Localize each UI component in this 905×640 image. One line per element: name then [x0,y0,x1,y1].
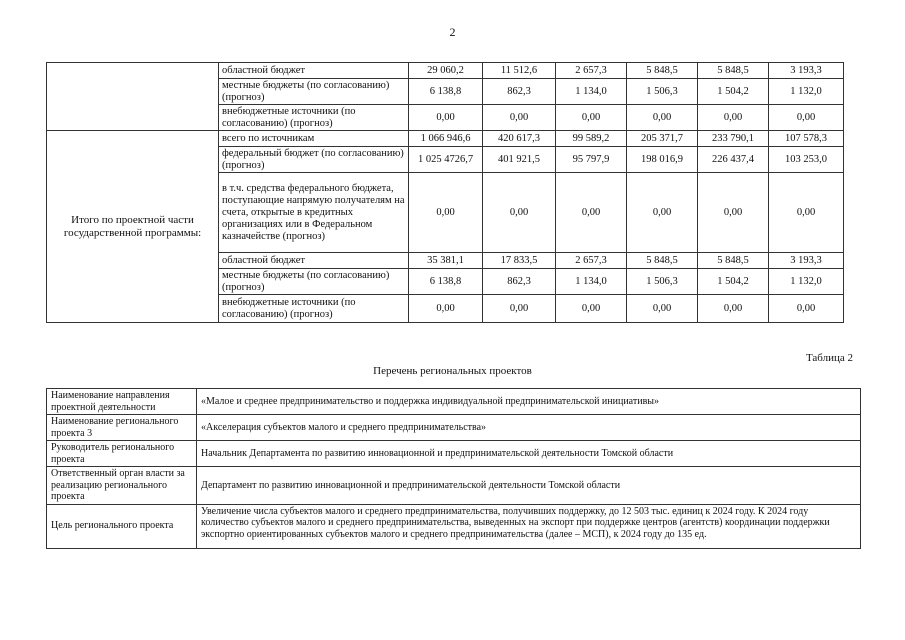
value-cell: 11 512,6 [483,63,556,79]
value-cell: 0,00 [409,105,483,131]
value-cell: 1 132,0 [769,79,844,105]
field-value: Увеличение числа субъектов малого и среднего предпринимательства, получивших поддержку, до 12 503 тыс. единиц к 2024 году. К 2024 году количество субъектов малого и среднего предпринимательства, выведенных на экспорт при поддержке центров (агентств) координации поддержки экспортно ориентированных субъектов малого и среднего предпринимательства (далее – МСП), к 2024 году до 135 ед. [197,504,861,548]
table-row [47,63,844,79]
table-row [47,389,861,415]
value-cell: 0,00 [409,173,483,253]
field-value: «Акселерация субъектов малого и среднего предпринимательства» [197,415,861,441]
field-value: Департамент по развитию инновационной и предпринимательской деятельности Томской области [197,467,861,505]
value-cell: 862,3 [483,79,556,105]
value-cell: 1 025 4726,7 [409,147,483,173]
row-label: внебюджетные источники (по согласованию) (прогноз) [219,105,409,131]
row-label: областной бюджет [219,63,409,79]
value-cell: 0,00 [409,295,483,323]
value-cell: 0,00 [627,173,698,253]
row-label: местные бюджеты (по согласованию) (прогноз) [219,269,409,295]
value-cell: 17 833,5 [483,253,556,269]
value-cell: 29 060,2 [409,63,483,79]
row-label: всего по источникам [219,131,409,147]
value-cell: 95 797,9 [556,147,627,173]
field-value: Начальник Департамента по развитию инновационной и предпринимательской деятельности Томской области [197,441,861,467]
empty-cell [47,63,219,131]
value-cell: 103 253,0 [769,147,844,173]
value-cell: 99 589,2 [556,131,627,147]
row-label: областной бюджет [219,253,409,269]
value-cell: 1 132,0 [769,269,844,295]
financing-table [46,62,844,323]
page-number: 2 [449,25,456,39]
value-cell: 6 138,8 [409,269,483,295]
value-cell: 1 134,0 [556,79,627,105]
value-cell: 0,00 [698,173,769,253]
value-cell: 401 921,5 [483,147,556,173]
value-cell: 1 506,3 [627,79,698,105]
value-cell: 0,00 [627,295,698,323]
table-row [47,467,861,505]
value-cell: 5 848,5 [698,253,769,269]
value-cell: 0,00 [556,173,627,253]
row-label: в т.ч. средства федерального бюджета, поступающие напрямую получателям на счета, открытые в кредитных организациях или в Федеральном казначействе (прогноз) [219,173,409,253]
value-cell: 3 193,3 [769,63,844,79]
field-label: Цель регионального проекта [47,504,197,548]
value-cell: 205 371,7 [627,131,698,147]
value-cell: 226 437,4 [698,147,769,173]
value-cell: 1 066 946,6 [409,131,483,147]
value-cell: 0,00 [698,295,769,323]
table-row [47,131,844,147]
value-cell: 1 134,0 [556,269,627,295]
value-cell: 0,00 [769,105,844,131]
value-cell: 5 848,5 [627,63,698,79]
value-cell: 0,00 [556,105,627,131]
value-cell: 35 381,1 [409,253,483,269]
value-cell: 1 504,2 [698,79,769,105]
row-label: местные бюджеты (по согласованию) (прогноз) [219,79,409,105]
table-title: Перечень региональных проектов [373,365,532,377]
value-cell: 107 578,3 [769,131,844,147]
value-cell: 0,00 [769,173,844,253]
value-cell: 420 617,3 [483,131,556,147]
value-cell: 1 504,2 [698,269,769,295]
value-cell: 233 790,1 [698,131,769,147]
table-row [47,441,861,467]
table-row [47,504,861,548]
table-caption: Таблица 2 [805,352,853,364]
field-label: Руководитель регионального проекта [47,441,197,467]
row-label: внебюджетные источники (по согласованию) (прогноз) [219,295,409,323]
group-label-cell: Итого по проектной части государственной программы: [47,131,219,323]
value-cell: 1 506,3 [627,269,698,295]
value-cell: 0,00 [483,173,556,253]
value-cell: 198 016,9 [627,147,698,173]
value-cell: 0,00 [483,295,556,323]
value-cell: 0,00 [769,295,844,323]
value-cell: 0,00 [698,105,769,131]
value-cell: 0,00 [627,105,698,131]
value-cell: 5 848,5 [698,63,769,79]
value-cell: 0,00 [483,105,556,131]
value-cell: 2 657,3 [556,253,627,269]
value-cell: 0,00 [556,295,627,323]
table-row [47,415,861,441]
value-cell: 2 657,3 [556,63,627,79]
field-value: «Малое и среднее предпринимательство и поддержка индивидуальной предпринимательской инициативы» [197,389,861,415]
value-cell: 5 848,5 [627,253,698,269]
value-cell: 3 193,3 [769,253,844,269]
value-cell: 6 138,8 [409,79,483,105]
field-label: Наименование направления проектной деятельности [47,389,197,415]
regional-projects-table [46,388,861,549]
field-label: Ответственный орган власти за реализацию регионального проекта [47,467,197,505]
value-cell: 862,3 [483,269,556,295]
field-label: Наименование регионального проекта 3 [47,415,197,441]
row-label: федеральный бюджет (по согласованию) (прогноз) [219,147,409,173]
